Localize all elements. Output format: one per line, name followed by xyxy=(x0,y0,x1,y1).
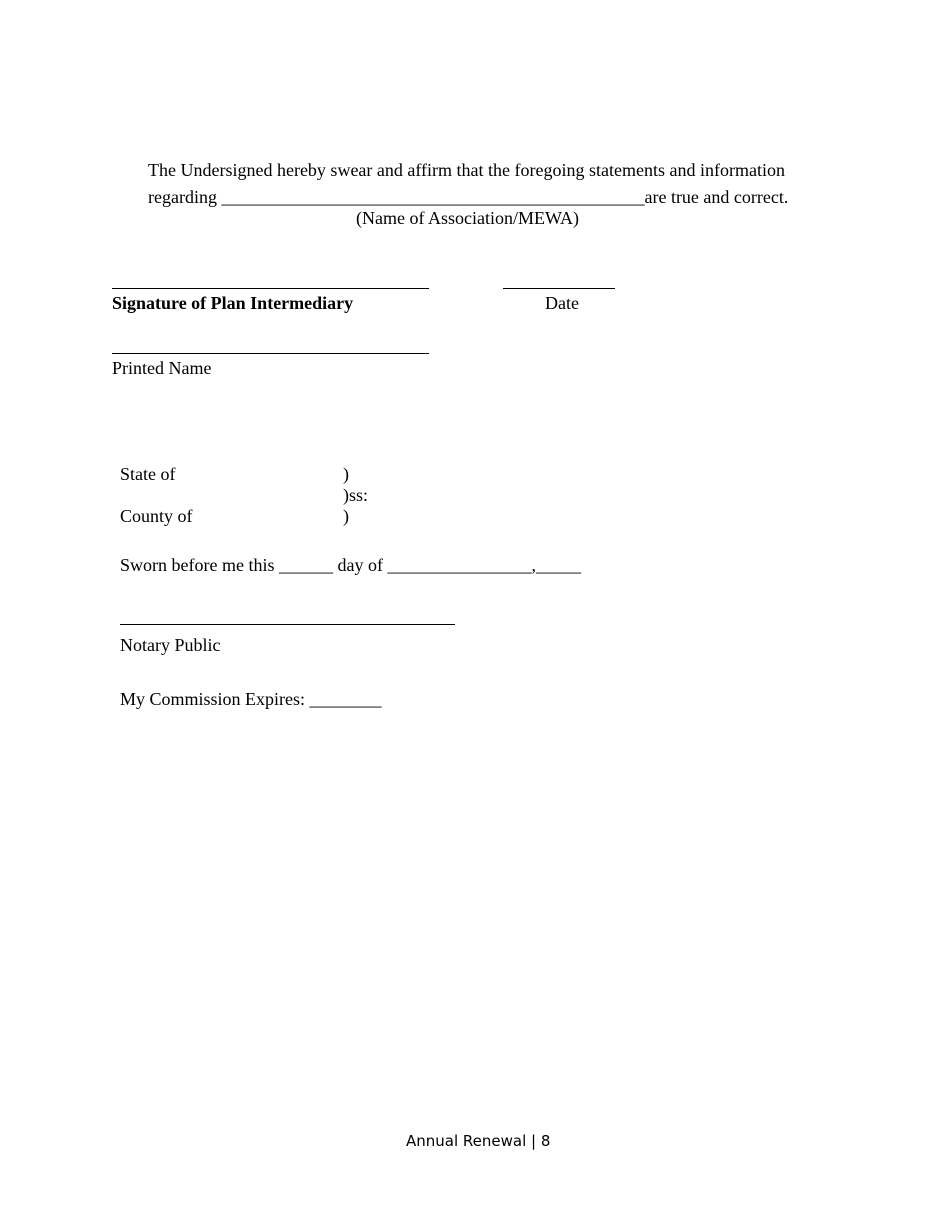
notary-public-label: Notary Public xyxy=(120,635,221,655)
sworn-statement[interactable]: Sworn before me this ______ day of ________________,_____ xyxy=(120,555,581,575)
county-label: County of xyxy=(120,506,193,526)
commission-expires[interactable]: My Commission Expires: ________ xyxy=(120,689,382,709)
printed-name-line[interactable] xyxy=(112,353,429,354)
association-name-blank[interactable]: _______________________________________________ xyxy=(221,187,645,207)
date-label: Date xyxy=(545,293,579,313)
state-label: State of xyxy=(120,464,176,484)
venue-ss: )ss: xyxy=(343,485,369,505)
signature-line[interactable] xyxy=(112,288,429,289)
association-caption: (Name of Association/MEWA) xyxy=(356,208,579,228)
regarding-label: regarding xyxy=(148,187,217,207)
affirmation-line-1: The Undersigned hereby swear and affirm that the foregoing statements and information xyxy=(148,160,785,180)
regarding-suffix: are true and correct. xyxy=(644,187,789,207)
affirmation-line-2 xyxy=(148,188,788,206)
date-line[interactable] xyxy=(503,288,615,289)
notary-signature-line[interactable] xyxy=(120,624,455,625)
signature-label: Signature of Plan Intermediary xyxy=(112,293,354,313)
printed-name-label: Printed Name xyxy=(112,358,212,378)
venue-paren-bottom: ) xyxy=(343,506,349,526)
page-footer: Annual Renewal | 8 xyxy=(406,1132,551,1150)
venue-paren-top: ) xyxy=(343,464,349,484)
